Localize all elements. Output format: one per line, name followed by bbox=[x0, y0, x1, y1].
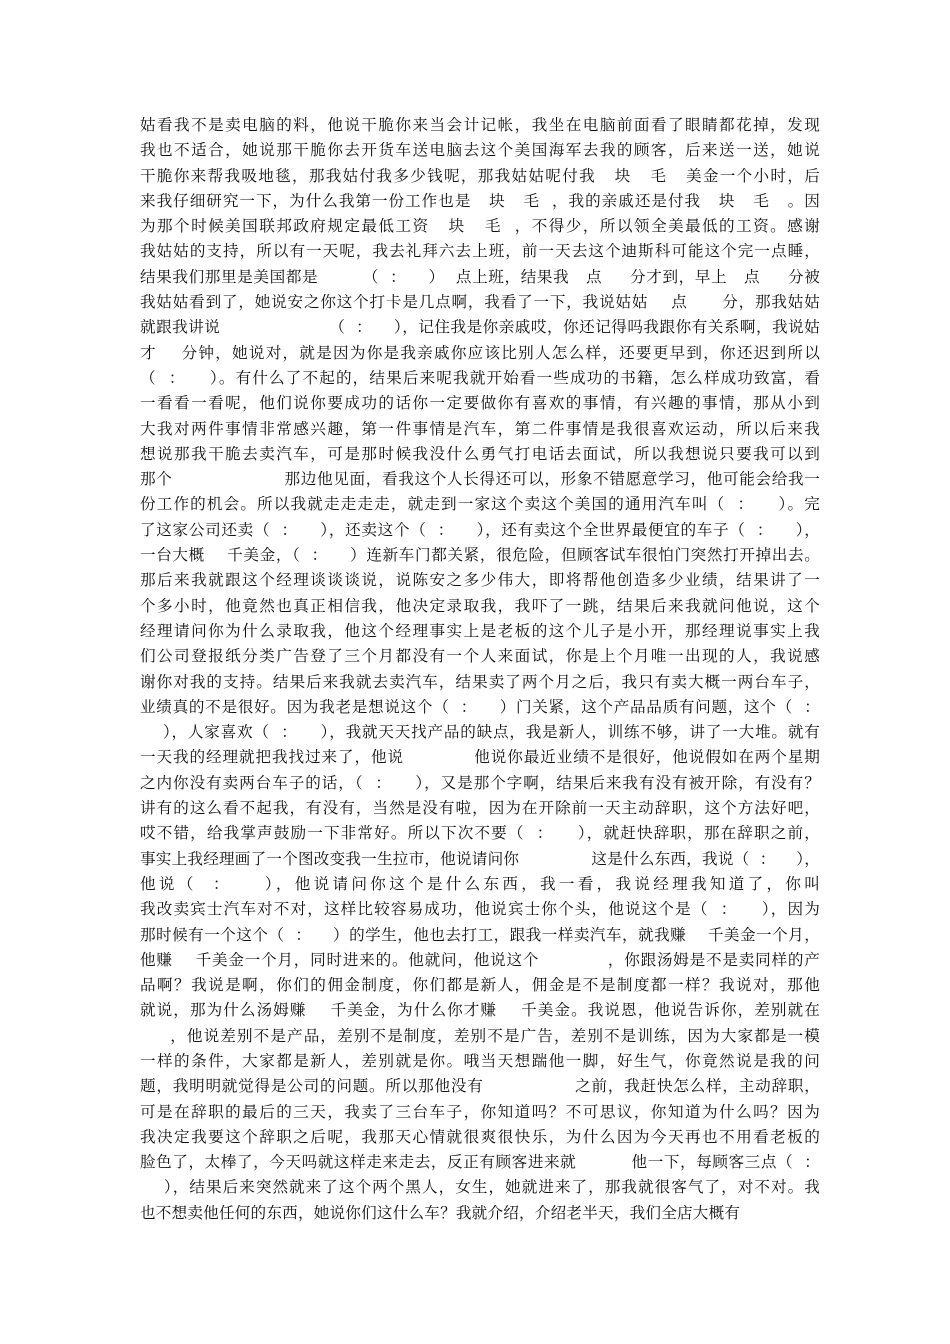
text-line: 干脆你来帮我吸地毯，那我姑付我多少钱呢，那我姑姑呢付我 块 毛 美金一个小时，后 bbox=[140, 166, 820, 185]
text-line: 才 分钟，她说对，就是因为你是我亲戚你应该比别人怎么样，还要更早到，你还迟到所以 bbox=[140, 343, 820, 362]
text-line: 哎不错，给我掌声鼓励一下非常好。所以下次不要（ ： ），就赶快辞职，那在辞职之前， bbox=[140, 824, 820, 843]
text-line: 想说那我干脆去卖汽车，可是那时候我没什么勇气打电话去面试，所以我想说只要我可以到 bbox=[140, 444, 820, 463]
text-line: 脸色了，太棒了，今天吗就这样走来走去，反正有顾客进来就 他一下，每顾客三点（ ： bbox=[140, 1153, 820, 1172]
text-line: 就跟我讲说 （ ： ），记住我是你亲戚哎，你还记得吗我跟你有关系啊，我说姑 bbox=[140, 318, 820, 337]
text-line: 题，我明明就觉得是公司的问题。所以那他没有 之前，我赶快怎么样，主动辞职， bbox=[140, 1077, 820, 1096]
text-line: 我改卖宾士汽车对不对，这样比较容易成功，他说宾士你个头，他说这个是（ ： ），因为 bbox=[140, 900, 820, 919]
text-line: 那时候有一个这个（ ： ）的学生，他也去打工，跟我一样卖汽车，就我赚 千美金一个月， bbox=[140, 925, 820, 944]
text-line: 大我对两件事情非常感兴趣，第一件事情是汽车，第二件事情是我很喜欢运动，所以后来我 bbox=[140, 419, 820, 438]
text-line: 结果我们那里是美国都是 （ ： ） 点上班，结果我 点 分才到，早上 点 分被 bbox=[140, 267, 820, 286]
text-line: 品啊？我说是啊，你们的佣金制度，你们都是新人，佣金是不是制度都一样？我说对，那他 bbox=[140, 976, 820, 995]
text-line: 我也不适合，她说那干脆你去开货车送电脑去这个美国海军去我的顾客，后来送一送，她说 bbox=[140, 141, 820, 160]
text-line: 份工作的机会。所以我就走走走走，就走到一家这个卖这个美国的通用汽车叫（ ： ）。完 bbox=[140, 495, 820, 514]
text-line: 可是在辞职的最后的三天，我卖了三台车子，你知道吗？不可思议，你知道为什么吗？因为 bbox=[140, 1102, 820, 1121]
text-line: 一台大概 千美金，（ ： ）连新车门都关紧，很危险，但顾客试车很怕门突然打开掉出去。 bbox=[140, 546, 820, 565]
text-line: 也不想卖他任何的东西，她说你们这什么车？我就介绍，介绍老半天，我们全店大概有 bbox=[140, 1203, 741, 1222]
text-line: 一样的条件，大家都是新人，差别就是你。哦当天想踹他一脚，好生气，你竟然说是我的问 bbox=[140, 1051, 820, 1070]
text-line: 经理请问你为什么录取我，他这个经理事实上是老板的这个儿子是小开，那经理说事实上我 bbox=[140, 621, 820, 640]
text-line: 我姑姑的支持，所以有一天呢，我去礼拜六去上班，前一天去这个迪斯科可能这个完一点睡， bbox=[140, 242, 820, 261]
text-line: 个多小时，他竟然也真正相信我，他决定录取我，我吓了一跳，结果后来我就问他说，这个 bbox=[140, 596, 820, 615]
text-line: 就说，那为什么汤姆赚 千美金，为什么你才赚 千美金。我说恩，他说告诉你，差别就在 bbox=[140, 1001, 820, 1020]
text-line: 谢你对我的支持。结果后来我就去卖汽车，结果卖了两个月之后，我只有卖大概一两台车子， bbox=[140, 672, 820, 691]
text-line: ，他说差别不是产品，差别不是制度，差别不是广告，差别不是训练，因为大家都是一模 bbox=[140, 1026, 820, 1045]
text-line: 那个 那边他见面，看我这个人长得还可以，形象不错愿意学习，他可能会给我一 bbox=[140, 470, 820, 489]
text-line: 来我仔细研究一下，为什么我第一份工作也是 块 毛 ，我的亲戚还是付我 块 毛 。因 bbox=[140, 191, 820, 210]
text-line: 事实上我经理画了一个图改变我一生拉市，他说请问你 这是什么东西，我说（ ： ）， bbox=[140, 849, 820, 868]
text-line: 他说（ ： ），他说请问你这个是什么东西，我一看，我说经理我知道了，你叫 bbox=[140, 874, 820, 893]
text-line: 我姑姑看到了，她说安之你这个打卡是几点啊，我看了一下，我说姑姑 点 分，那我姑姑 bbox=[140, 293, 820, 312]
text-line: 我决定我要这个辞职之后呢，我那天心情就很爽很快乐，为什么因为今天再也不用看老板的 bbox=[140, 1127, 820, 1146]
text-line: 姑看我不是卖电脑的料，他说干脆你来当会计记帐，我坐在电脑前面看了眼睛都花掉，发现 bbox=[140, 116, 820, 134]
text-line: 他赚 千美金一个月，同时进来的。他就问，他说这个 ，你跟汤姆是不是卖同样的产 bbox=[140, 950, 820, 969]
text-line: 们公司登报纸分类广告登了三个月都没有一个人来面试，你是上个月唯一出现的人，我说感 bbox=[140, 647, 820, 666]
text-line: 了这家公司还卖（ ： ），还卖这个（ ： ），还有卖这个全世界最便宜的车子（ ： ）， bbox=[140, 520, 820, 539]
text-line: 一天我的经理就把我找过来了，他说 他说你最近业绩不是很好，他说假如在两个星期 bbox=[140, 748, 820, 767]
text-line: 一看看一看呢，他们说你要成功的话你一定要做你有喜欢的事情，有兴趣的事情，那从小到 bbox=[140, 394, 820, 413]
text-line: 讲有的这么看不起我，有没有，当然是没有啦，因为在开除前一天主动辞职，这个方法好吧， bbox=[140, 799, 820, 818]
text-line: ），人家喜欢（ ： ），我就天天找产品的缺点，我是新人，训练不够，讲了一大堆。就有 bbox=[140, 723, 820, 742]
text-line: ），结果后来突然就来了这个两个黑人，女生，她就进来了，那我就很客气了，对不对。我 bbox=[140, 1178, 820, 1197]
text-line: 之内你没有卖两台车子的话，（ ： ），又是那个字啊，结果后来我有没有被开除，有没有？ bbox=[140, 773, 820, 792]
text-line: （ ： ）。有什么了不起的，结果后来呢我就开始看一些成功的书籍，怎么样成功致富，看 bbox=[140, 368, 820, 387]
text-line: 业绩真的不是很好。因为我老是想说这个（ ： ）门关紧，这个产品品质有问题，这个（ ： bbox=[140, 697, 820, 716]
text-line: 为那个时候美国联邦政府规定最低工资 块 毛 ，不得少，所以领全美最低的工资。感谢 bbox=[140, 217, 820, 236]
body-text bbox=[140, 113, 820, 1226]
text-line: 那后来我就跟这个经理谈谈谈说，说陈安之多少伟大，即将帮他创造多少业绩，结果讲了一 bbox=[140, 571, 820, 590]
